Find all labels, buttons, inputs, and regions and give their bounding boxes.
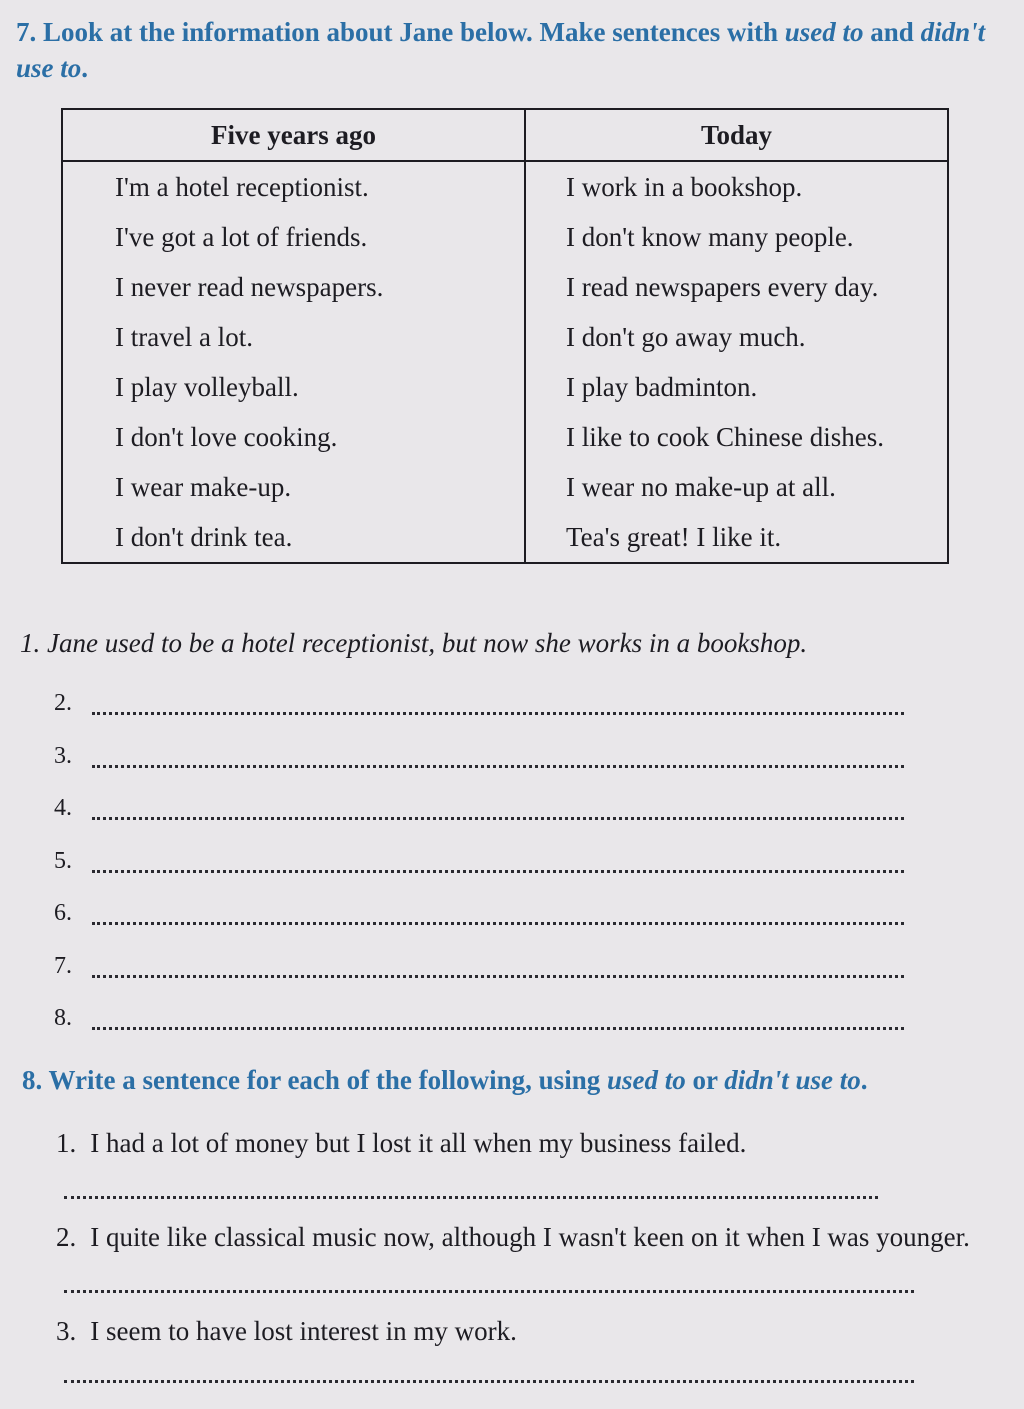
prompt-text: I quite like classical music now, although I wasn't keen on it when I was younger. [90,1222,970,1252]
table-row [62,312,948,362]
table-row [62,462,948,512]
prompt-number: 2. [56,1222,77,1252]
five-years-ago-cell: I never read newspapers. [62,262,525,312]
dotted-answer-line[interactable] [64,1290,914,1293]
dotted-answer-line[interactable] [92,712,904,715]
table-row [62,212,948,262]
table-body [62,161,948,563]
five-years-ago-cell: I've got a lot of friends. [62,212,525,262]
answer-line[interactable] [54,1005,904,1035]
today-cell: I read newspapers every day. [525,262,948,312]
five-years-ago-cell: I don't drink tea. [62,512,525,563]
answer-line[interactable] [54,900,904,930]
five-years-ago-cell: I'm a hotel receptionist. [62,161,525,212]
answer-line[interactable] [54,848,904,878]
exercise-8-prompt [56,1316,517,1347]
dotted-answer-line[interactable] [92,1027,904,1030]
answer-line[interactable] [54,690,904,720]
jane-info-table [61,108,949,564]
table-row [62,412,948,462]
table-row [62,362,948,412]
answer-number: 6. [54,900,72,926]
five-years-ago-cell: I don't love cooking. [62,412,525,462]
exercise-8-prompt [56,1222,970,1253]
prompt-text: I seem to have lost interest in my work. [90,1316,517,1346]
example-answer: 1. Jane used to be a hotel receptionist, but now she works in a bookshop. [20,628,808,658]
table-row [62,512,948,563]
answer-number: 3. [54,742,72,769]
answer-number: 7. [54,952,72,979]
column-header-five-years-ago: Five years ago [62,109,525,161]
five-years-ago-cell: I play volleyball. [62,362,525,412]
answer-number: 8. [54,1005,72,1031]
today-cell: I work in a bookshop. [525,161,948,212]
five-years-ago-cell: I travel a lot. [62,312,525,362]
today-cell: I play badminton. [525,362,948,412]
today-cell: I don't know many people. [525,212,948,262]
prompt-number: 3. [56,1316,77,1346]
dotted-answer-line[interactable] [64,1380,914,1383]
answer-line[interactable] [54,795,904,825]
five-years-ago-cell: I wear make-up. [62,462,525,512]
prompt-number: 1. [56,1128,77,1158]
dotted-answer-line[interactable] [64,1196,878,1199]
prompt-text: I had a lot of money but I lost it all when my business failed. [90,1128,747,1158]
answer-line[interactable] [54,953,904,983]
table-row [62,262,948,312]
today-cell: I like to cook Chinese dishes. [525,412,948,462]
dotted-answer-line[interactable] [92,765,904,768]
column-header-today: Today [525,109,948,161]
dotted-answer-line[interactable] [92,870,904,873]
answer-line[interactable] [54,743,904,773]
table-header-row [62,109,948,161]
exercise-7-heading: 7. Look at the information about Jane below. Make sentences with used to and didn't use to. [16,17,986,83]
exercise-8-prompt [56,1128,746,1159]
answer-number: 5. [54,847,72,874]
today-cell: Tea's great! I like it. [525,512,948,563]
today-cell: I don't go away much. [525,312,948,362]
dotted-answer-line[interactable] [92,975,904,978]
dotted-answer-line[interactable] [92,817,904,820]
dotted-answer-line[interactable] [92,922,904,925]
today-cell: I wear no make-up at all. [525,462,948,512]
exercise-8-heading: 8. Write a sentence for each of the following, using used to or didn't use to. [22,1065,868,1095]
answer-number: 4. [54,795,72,821]
answer-number: 2. [54,690,72,716]
table-row [62,161,948,212]
